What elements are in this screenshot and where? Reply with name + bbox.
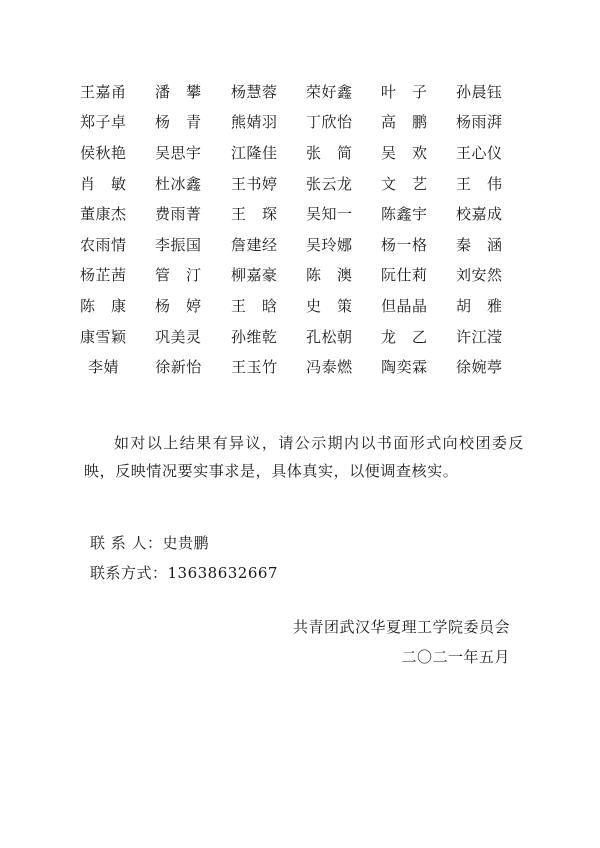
name-cell: 王嘉甬: [80, 82, 127, 101]
name-cell: 陶奕霖: [381, 358, 428, 377]
name-cell: 王书婷: [230, 174, 278, 193]
name-cell: 文 艺: [380, 174, 428, 193]
name-cell: 陈鑫宇: [380, 205, 428, 224]
name-cell: 江隆佳: [230, 143, 278, 162]
name-cell: 许江滢: [455, 327, 503, 346]
name-cell: 孙维乾: [230, 327, 278, 346]
name-cell: 吴知一: [305, 205, 353, 224]
name-cell: 徐婉葶: [456, 358, 503, 377]
name-cell: 潘 攀: [155, 82, 202, 101]
name-cell: 杨慧蓉: [230, 82, 278, 101]
name-cell: 杜冰鑫: [155, 174, 202, 193]
name-cell: 詹建经: [230, 235, 278, 254]
name-cell: 高 鹏: [380, 113, 428, 132]
name-cell: 龙 乙: [380, 327, 428, 346]
objection-notice: 如对以上结果有异议，请公示期内以书面形式向校团委反映，反映情况要实事求是，具体真实，以便调查核实。: [84, 434, 524, 480]
name-cell: 张云龙: [305, 174, 353, 193]
name-cell: 费雨菁: [155, 205, 202, 224]
name-cell: 陈 康: [80, 296, 127, 315]
name-cell: 阮仕莉: [380, 266, 428, 285]
contact-person: 联 系 人：史贵鹏: [90, 534, 210, 552]
name-cell: 杨 青: [155, 113, 202, 132]
name-cell: 张 简: [305, 143, 353, 162]
name-cell: 杨芷茜: [80, 266, 127, 285]
name-cell: 杨一格: [380, 235, 428, 254]
name-row: [80, 321, 530, 352]
name-cell: 熊婧羽: [230, 113, 278, 132]
name-row: [80, 76, 530, 107]
name-cell: 孔松朝: [305, 327, 353, 346]
name-cell: 叶 子: [380, 82, 428, 101]
name-cell: 柳嘉豪: [230, 266, 278, 285]
issuing-organization: 共青团武汉华夏理工学院委员会: [292, 618, 510, 636]
signature-block: [293, 612, 510, 672]
name-cell: 秦 涵: [455, 235, 503, 254]
name-cell: 李婧: [88, 358, 120, 377]
name-cell: 董康杰: [80, 205, 127, 224]
name-row: [80, 137, 530, 168]
name-cell: 杨 婷: [155, 296, 202, 315]
contact-method: 联系方式：13638632667: [90, 564, 278, 582]
name-cell: 但晶晶: [380, 296, 428, 315]
name-cell: 李振国: [155, 235, 202, 254]
contact-info: [90, 528, 278, 588]
name-cell: 刘安然: [455, 266, 503, 285]
name-cell: 肖 敏: [80, 174, 127, 193]
name-row: [80, 351, 530, 382]
name-row: [80, 107, 530, 138]
name-cell: 荣好鑫: [305, 82, 353, 101]
name-row: [80, 290, 530, 321]
name-row: [80, 168, 530, 199]
name-cell: 孙晨钰: [455, 82, 503, 101]
name-cell: 校嘉成: [455, 205, 503, 224]
name-cell: 郑子卓: [80, 113, 127, 132]
name-cell: 陈 澳: [305, 266, 353, 285]
name-row: [80, 260, 530, 291]
name-cell: 管 汀: [155, 266, 202, 285]
name-cell: 冯泰燃: [306, 358, 353, 377]
name-cell: 杨雨湃: [455, 113, 503, 132]
name-cell: 巩美灵: [155, 327, 202, 346]
name-cell: 吴 欢: [380, 143, 428, 162]
name-cell: 王心仪: [455, 143, 503, 162]
name-row: [80, 198, 530, 229]
name-cell: 王玉竹: [231, 358, 278, 377]
name-cell: 徐新怡: [155, 358, 202, 377]
name-cell: 吴思宇: [155, 143, 202, 162]
name-list: [80, 76, 530, 382]
name-cell: 康雪颖: [80, 327, 127, 346]
issue-date: 二〇二一年五月: [401, 648, 510, 666]
name-cell: 丁欣怡: [305, 113, 353, 132]
name-cell: 侯秋艳: [80, 143, 127, 162]
name-cell: 胡 雅: [455, 296, 503, 315]
name-cell: 王 伟: [455, 174, 503, 193]
name-row: [80, 229, 530, 260]
name-cell: 史 策: [305, 296, 353, 315]
name-cell: 王 琛: [230, 205, 278, 224]
name-cell: 农雨情: [80, 235, 127, 254]
name-cell: 吴玲娜: [305, 235, 353, 254]
name-cell: 王 晗: [230, 296, 278, 315]
